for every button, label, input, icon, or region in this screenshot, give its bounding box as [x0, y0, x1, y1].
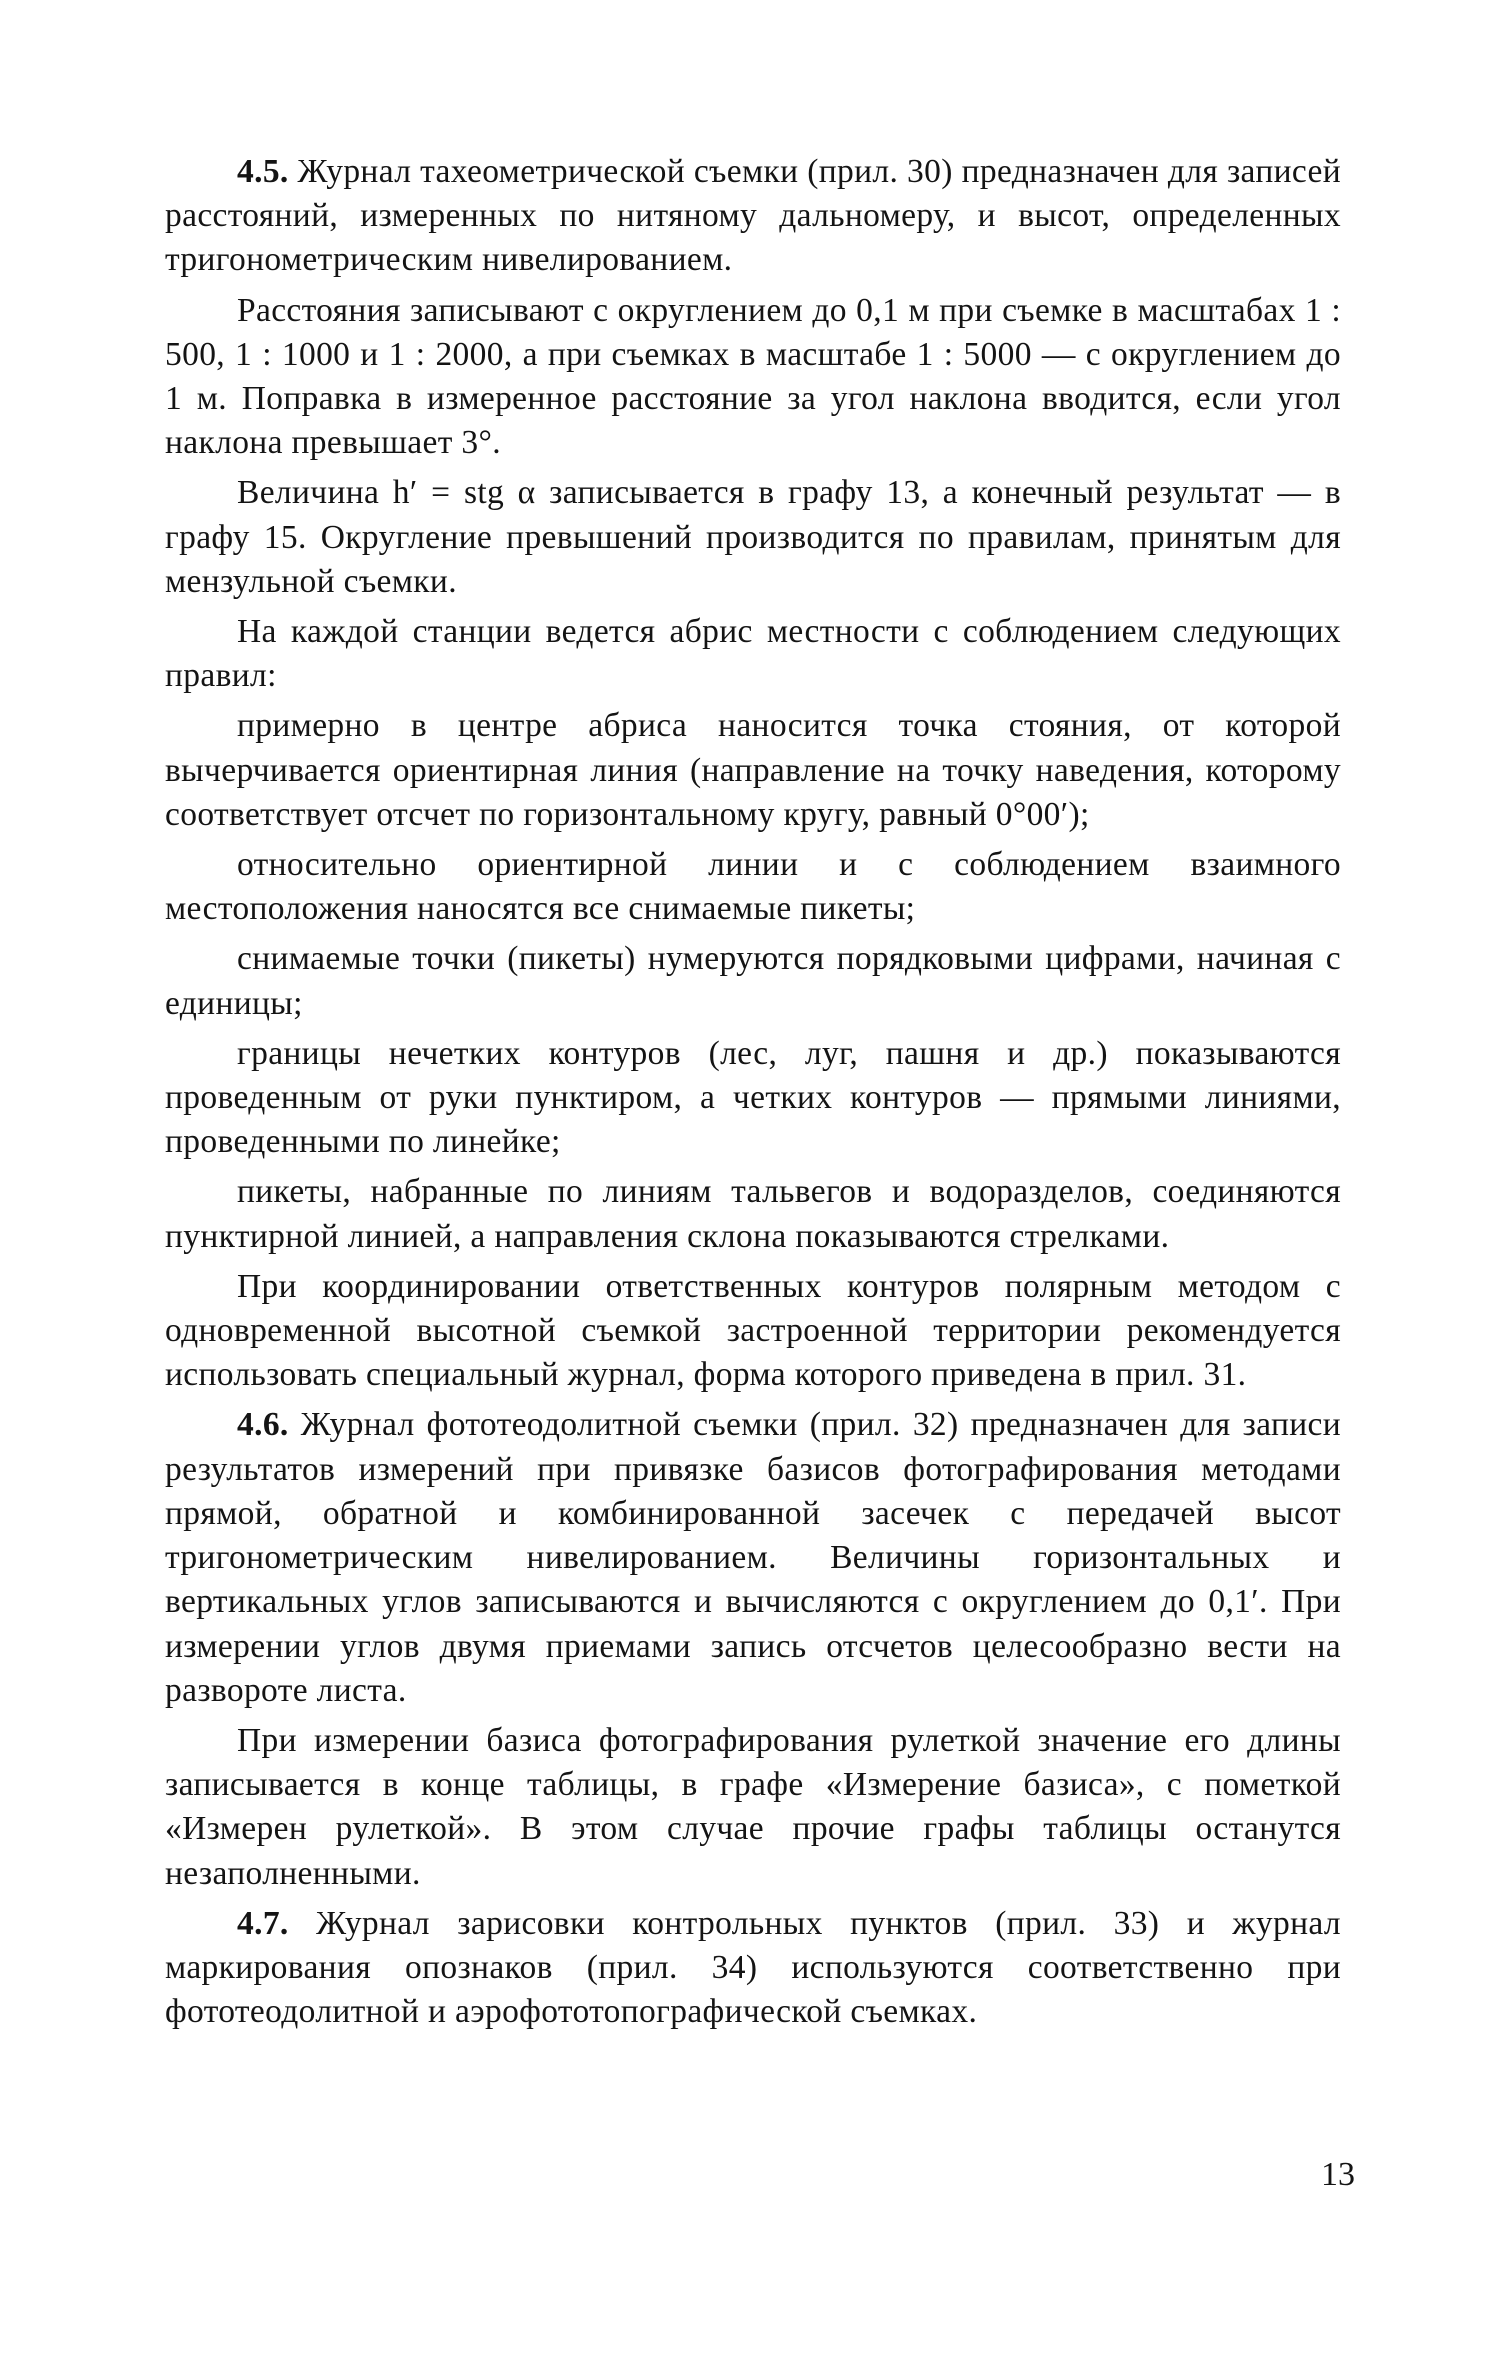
section-number: 4.5.: [237, 153, 289, 190]
section-number: 4.6.: [237, 1406, 289, 1444]
paragraph-text: снимаемые точки (пикеты) нумеруются порядковыми цифрами, начиная с единицы;: [165, 940, 1341, 1022]
paragraph: [165, 1719, 1341, 1896]
paragraph-text: При координировании ответственных контуров полярным методом с одновременной высотной съемкой застроенной территории рекомендуется использовать специальный журнал, форма которого приведена в прил. 31.: [165, 1267, 1341, 1394]
paragraph-4-7: [165, 1902, 1341, 2035]
section-number: 4.7.: [237, 1904, 289, 1942]
paragraph-text: На каждой станции ведется абрис местности с соблюдением следующих правил:: [165, 613, 1341, 695]
paragraph: [165, 289, 1341, 466]
paragraph-text: Журнал зарисовки контрольных пунктов (прил. 33) и журнал маркирования опознаков (прил. 34) используются соответственно при фототеодолитной и аэрофототопографической съемках.: [165, 1904, 1341, 2031]
paragraph: [165, 471, 1341, 604]
paragraph: [165, 610, 1341, 698]
paragraph-text: примерно в центре абриса наносится точка стояния, от которой вычерчивается ориентирная линия (направление на точку наведения, которому соответствует отсчет по горизонтальному кругу, равный 0°00′);: [165, 707, 1341, 833]
paragraph-text: относительно ориентирной линии и с соблюдением взаимного местоположения наносятся все снимаемые пикеты;: [165, 846, 1341, 928]
paragraph-4-5: [165, 150, 1341, 283]
paragraph: [165, 1265, 1341, 1398]
page-number: 13: [1321, 2156, 1355, 2193]
list-item: [165, 843, 1341, 931]
list-item: [165, 704, 1341, 837]
page-body: [165, 150, 1341, 2034]
paragraph-text: Величина h′ = stg α записывается в графу 13, а конечный результат — в графу 15. Округление превышений производится по правилам, принятым для мензульной съемки.: [165, 474, 1341, 600]
paragraph-text: Расстояния записывают с округлением до 0,1 м при съемке в масштабах 1 : 500, 1 : 1000 и 1 : 2000, а при съемках в масштабе 1 : 5000 — с округлением до 1 м. Поправка в измеренное расстояние за угол наклона вводится, если угол наклона превышает 3°.: [165, 291, 1341, 462]
paragraph-text: границы нечетких контуров (лес, луг, пашня и др.) показываются проведенным от руки пунктиром, а четких контуров — прямыми линиями, проведенными по линейке;: [165, 1034, 1341, 1161]
list-item: [165, 937, 1341, 1025]
list-item: [165, 1032, 1341, 1165]
paragraph-text: При измерении базиса фотографирования рулеткой значение его длины записывается в конце таблицы, в графе «Измерение базиса», с пометкой «Измерен рулеткой». В этом случае прочие графы таблицы останутся незаполненными.: [165, 1721, 1341, 1892]
paragraph-4-6: [165, 1403, 1341, 1712]
list-item: [165, 1170, 1341, 1258]
paragraph-text: Журнал тахеометрической съемки (прил. 30) предназначен для записей расстояний, измеренных по нитяному дальномеру, и высот, определенных тригонометрическим нивелированием.: [165, 153, 1341, 279]
paragraph-text: Журнал фототеодолитной съемки (прил. 32) предназначен для записи результатов измерений при привязке базисов фотографирования методами прямой, обратной и комбинированной засечек с передачей высот тригонометрическим нивелированием. Величины горизонтальных и вертикальных углов записываются и вычисляются с округлением до 0,1′. При измерении углов двумя приемами запись отсчетов целесообразно вести на развороте листа.: [165, 1406, 1341, 1709]
paragraph-text: пикеты, набранные по линиям тальвегов и водоразделов, соединяются пунктирной линией, а направления склона показываются стрелками.: [165, 1173, 1341, 1255]
